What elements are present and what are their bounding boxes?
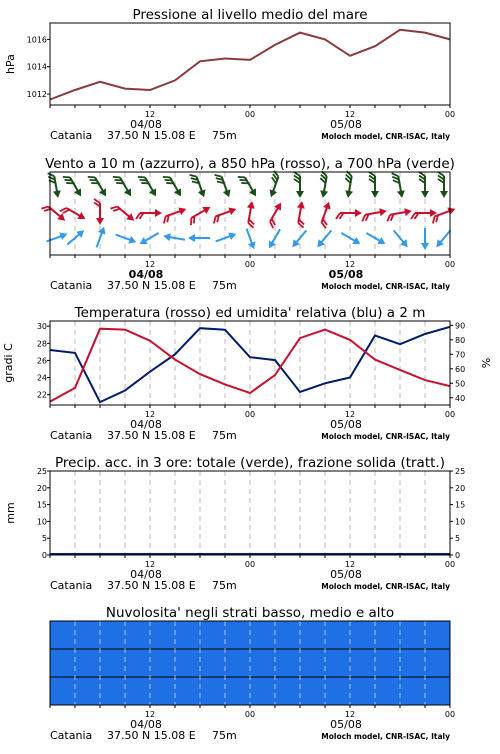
wind-850-arrow: [60, 203, 88, 225]
wind-850-arrow: [110, 201, 136, 225]
pressure-y-tick-label: 1016: [26, 35, 47, 45]
cloud-x-tick-label: 00: [244, 710, 256, 719]
temp_rh-y-right-tick-label: 40: [455, 393, 466, 403]
pressure-line: [50, 30, 450, 100]
wind-10m-arrow: [314, 228, 334, 250]
pressure-ylabel: hPa: [4, 54, 17, 74]
wind-850-arrow: [316, 200, 334, 228]
cloud-cell-medio: [75, 649, 100, 677]
cloud-cell-alto: [250, 621, 275, 649]
cloud-cell-basso: [250, 677, 275, 705]
temp_rh-footer-credit: Moloch model, CNR-ISAC, Italy: [321, 432, 450, 441]
cloud-cell-alto: [75, 621, 100, 649]
wind-x-tick-label: 00: [244, 260, 256, 269]
precip-x-tick-label: 00: [444, 560, 456, 569]
precip-y-right-tick-label: 10: [455, 517, 466, 527]
cloud-x-tick-label: 12: [344, 710, 356, 719]
precip-y-right-tick-label: 25: [455, 467, 466, 476]
precip-ylabel: mm: [4, 502, 17, 524]
wind-700-arrow: [438, 172, 448, 198]
wind-10m-arrow: [289, 228, 309, 250]
wind-850-arrow: [265, 201, 287, 229]
wind-10m-arrow: [138, 230, 161, 248]
wind-10m-arrow: [162, 232, 185, 244]
temp_rh-y-right-tick-label: 90: [455, 321, 466, 331]
cloud-cell-alto: [150, 621, 175, 649]
cloud-cell-alto: [350, 621, 375, 649]
cloud-cell-basso: [200, 677, 225, 705]
cloud-cell-basso: [325, 677, 350, 705]
wind-title: Vento a 10 m (azzurro), a 850 hPa (rosso), a 700 hPa (verde): [45, 156, 455, 172]
cloud-footer-location: Catania: [50, 729, 93, 742]
cloud-title: Nuvolosita' negli strati basso, medio e alto: [105, 605, 395, 621]
cloud-cell-medio: [275, 649, 300, 677]
precip-y-tick-label: 0: [41, 551, 47, 560]
cloud-cell-alto: [225, 621, 250, 649]
precip-y-tick-label: 20: [36, 483, 47, 493]
cloud-cell-basso: [300, 677, 325, 705]
wind-date-label: 05/08: [328, 268, 364, 281]
wind-700-arrow: [265, 171, 283, 199]
cloud-cell-basso: [50, 677, 75, 705]
temp_rh-footer-elevation: 75m: [212, 429, 237, 442]
cloud-cell-medio: [175, 649, 200, 677]
cloud-cell-medio: [100, 649, 125, 677]
wind-850-arrow: [160, 205, 188, 223]
cloud-cell-medio: [225, 649, 250, 677]
temp_rh-x-tick-label: 00: [244, 410, 256, 419]
cloud-cell-alto: [175, 621, 200, 649]
cloud-cell-medio: [375, 649, 400, 677]
temp_rh-title: Temperatura (rosso) ed umidita' relativa (blu) a 2 m: [74, 305, 426, 321]
cloud-cell-alto: [375, 621, 400, 649]
cloud-cell-basso: [125, 677, 150, 705]
wind-850-arrow: [210, 205, 238, 223]
temp_rh-y-tick-label: 26: [36, 356, 47, 366]
cloud-cell-alto: [300, 621, 325, 649]
precip-x-tick-label: 12: [344, 560, 356, 569]
temp_rh-footer-location: Catania: [50, 429, 93, 442]
cloud-x-tick-label: 00: [444, 710, 456, 719]
wind-10m-arrow: [421, 228, 429, 250]
cloud-cell-medio: [400, 649, 425, 677]
wind-x-tick-label: 12: [144, 260, 156, 269]
precip-x-tick-label: 00: [244, 560, 256, 569]
precip-footer-elevation: 75m: [212, 579, 237, 592]
pressure-x-tick-label: 12: [144, 110, 156, 119]
cloud-cell-alto: [100, 621, 125, 649]
wind-700-arrow: [215, 171, 233, 199]
wind-700-arrow: [190, 171, 208, 199]
temp_rh-ylabel: gradi C: [2, 343, 15, 383]
wind-700-arrow: [317, 171, 331, 198]
temp_rh-date-label: 05/08: [330, 418, 362, 431]
wind-footer-location: Catania: [50, 279, 93, 292]
wind-10m-arrow: [65, 227, 87, 247]
cloud-cell-medio: [125, 649, 150, 677]
cloud-footer-coords: 37.50 N 15.08 E: [107, 729, 196, 742]
temp_rh-y-tick-label: 24: [36, 373, 47, 383]
wind-850-arrow: [361, 207, 388, 221]
precip-y-tick-label: 5: [41, 534, 47, 544]
precip-x-tick-label: 12: [144, 560, 156, 569]
temp_rh-footer-coords: 37.50 N 15.08 E: [107, 429, 196, 442]
wind-10m-arrow: [339, 230, 362, 248]
cloud-date-label: 04/08: [130, 718, 162, 731]
wind-700-arrow: [88, 172, 110, 200]
wind-700-arrow: [138, 172, 160, 200]
wind-10m-arrow: [214, 230, 237, 245]
cloud-cell-basso: [275, 677, 300, 705]
wind-850-arrow: [386, 207, 413, 221]
wind-700-arrow: [342, 171, 356, 198]
wind-x-tick-label: 00: [444, 260, 456, 269]
wind-850-arrow: [294, 200, 308, 227]
precip-y-right-tick-label: 15: [455, 500, 466, 510]
cloud-cell-basso: [425, 677, 450, 705]
wind-850-arrow: [136, 209, 162, 219]
cloud-date-label: 05/08: [330, 718, 362, 731]
cloud-cell-medio: [200, 649, 225, 677]
pressure-date-label: 04/08: [130, 118, 162, 131]
precip-date-label: 04/08: [130, 568, 162, 581]
cloud-cell-alto: [425, 621, 450, 649]
pressure-title: Pressione al livello medio del mare: [132, 7, 368, 23]
cloud-cell-basso: [175, 677, 200, 705]
pressure-x-tick-label: 00: [444, 110, 456, 119]
pressure-x-tick-label: 12: [344, 110, 356, 119]
pressure-footer-elevation: 75m: [212, 129, 237, 142]
cloud-cell-alto: [400, 621, 425, 649]
pressure-x-tick-label: 00: [244, 110, 256, 119]
cloud-footer-elevation: 75m: [212, 729, 237, 742]
temp_rh-y-tick-label: 22: [36, 390, 47, 400]
wind-700-arrow: [369, 172, 379, 198]
pressure-footer-coords: 37.50 N 15.08 E: [107, 129, 196, 142]
temp_rh-ylabel-right: %: [480, 357, 493, 369]
pressure-y-tick-label: 1014: [26, 62, 47, 72]
temp_rh-y-tick-label: 28: [36, 339, 47, 349]
wind-850-arrow: [336, 209, 362, 219]
cloud-cell-basso: [375, 677, 400, 705]
cloud-cell-alto: [50, 621, 75, 649]
cloud-cell-basso: [225, 677, 250, 705]
cloud-cell-basso: [150, 677, 175, 705]
cloud-cell-medio: [425, 649, 450, 677]
wind-850-arrow: [244, 200, 258, 227]
temp_rh-y-right-tick-label: 80: [455, 335, 466, 345]
precip-y-right-tick-label: 20: [455, 483, 466, 493]
precip-y-right-tick-label: 5: [455, 534, 461, 544]
cloud-cell-basso: [75, 677, 100, 705]
cloud-cell-medio: [250, 649, 275, 677]
cloud-cell-medio: [325, 649, 350, 677]
pressure-date-label: 05/08: [330, 118, 362, 131]
temp_rh-x-tick-label: 00: [444, 410, 456, 419]
cloud-cell-medio: [350, 649, 375, 677]
wind-date-label: 04/08: [128, 268, 164, 281]
wind-footer-elevation: 75m: [212, 279, 237, 292]
precip-y-tick-label: 15: [36, 500, 47, 510]
temp_rh-y-right-tick-label: 70: [455, 350, 466, 360]
wind-700-arrow: [113, 172, 135, 200]
cloud-cell-basso: [100, 677, 125, 705]
precip-y-right-tick-label: 0: [455, 551, 461, 560]
wind-850-arrow: [411, 209, 437, 219]
cloud-cell-alto: [125, 621, 150, 649]
pressure-y-tick-label: 1012: [26, 90, 47, 100]
wind-850-arrow: [94, 199, 104, 225]
wind-footer-coords: 37.50 N 15.08 E: [107, 279, 196, 292]
precip-footer-credit: Moloch model, CNR-ISAC, Italy: [321, 582, 450, 591]
cloud-cell-basso: [400, 677, 425, 705]
pressure-footer-location: Catania: [50, 129, 93, 142]
humidity-line: [50, 327, 450, 402]
temp_rh-y-right-tick-label: 50: [455, 379, 466, 389]
wind-10m-arrow: [391, 228, 411, 250]
wind-700-arrow: [163, 172, 185, 200]
wind-700-arrow: [392, 172, 406, 199]
cloud-cell-alto: [325, 621, 350, 649]
cloud-cell-medio: [300, 649, 325, 677]
wind-footer-credit: Moloch model, CNR-ISAC, Italy: [321, 282, 450, 291]
temp_rh-y-right-tick-label: 60: [455, 364, 466, 374]
temp_rh-x-tick-label: 12: [344, 410, 356, 419]
cloud-cell-basso: [350, 677, 375, 705]
pressure-footer-credit: Moloch model, CNR-ISAC, Italy: [321, 132, 450, 141]
precip-title: Precip. acc. in 3 ore: totale (verde), frazione solida (tratt.): [55, 455, 445, 471]
cloud-footer-credit: Moloch model, CNR-ISAC, Italy: [321, 732, 450, 741]
wind-700-arrow: [419, 172, 429, 198]
precip-y-tick-label: 10: [36, 517, 47, 527]
cloud-cell-alto: [200, 621, 225, 649]
wind-x-tick-label: 12: [344, 260, 356, 269]
wind-700-arrow: [63, 172, 85, 200]
wind-10m-arrow: [45, 230, 68, 245]
wind-10m-arrow: [364, 230, 387, 248]
wind-700-arrow: [238, 172, 260, 200]
cloud-x-tick-label: 12: [144, 710, 156, 719]
wind-10m-arrow: [188, 234, 210, 242]
cloud-cell-alto: [275, 621, 300, 649]
precip-y-tick-label: 25: [36, 467, 47, 476]
cloud-cell-medio: [150, 649, 175, 677]
wind-700-arrow: [294, 172, 304, 198]
temp_rh-x-tick-label: 12: [144, 410, 156, 419]
precip-footer-location: Catania: [50, 579, 93, 592]
wind-10m-arrow: [114, 231, 137, 246]
temp_rh-date-label: 04/08: [130, 418, 162, 431]
precip-date-label: 05/08: [330, 568, 362, 581]
temp_rh-y-tick-label: 30: [36, 322, 47, 332]
precip-footer-coords: 37.50 N 15.08 E: [107, 579, 196, 592]
cloud-cell-medio: [50, 649, 75, 677]
